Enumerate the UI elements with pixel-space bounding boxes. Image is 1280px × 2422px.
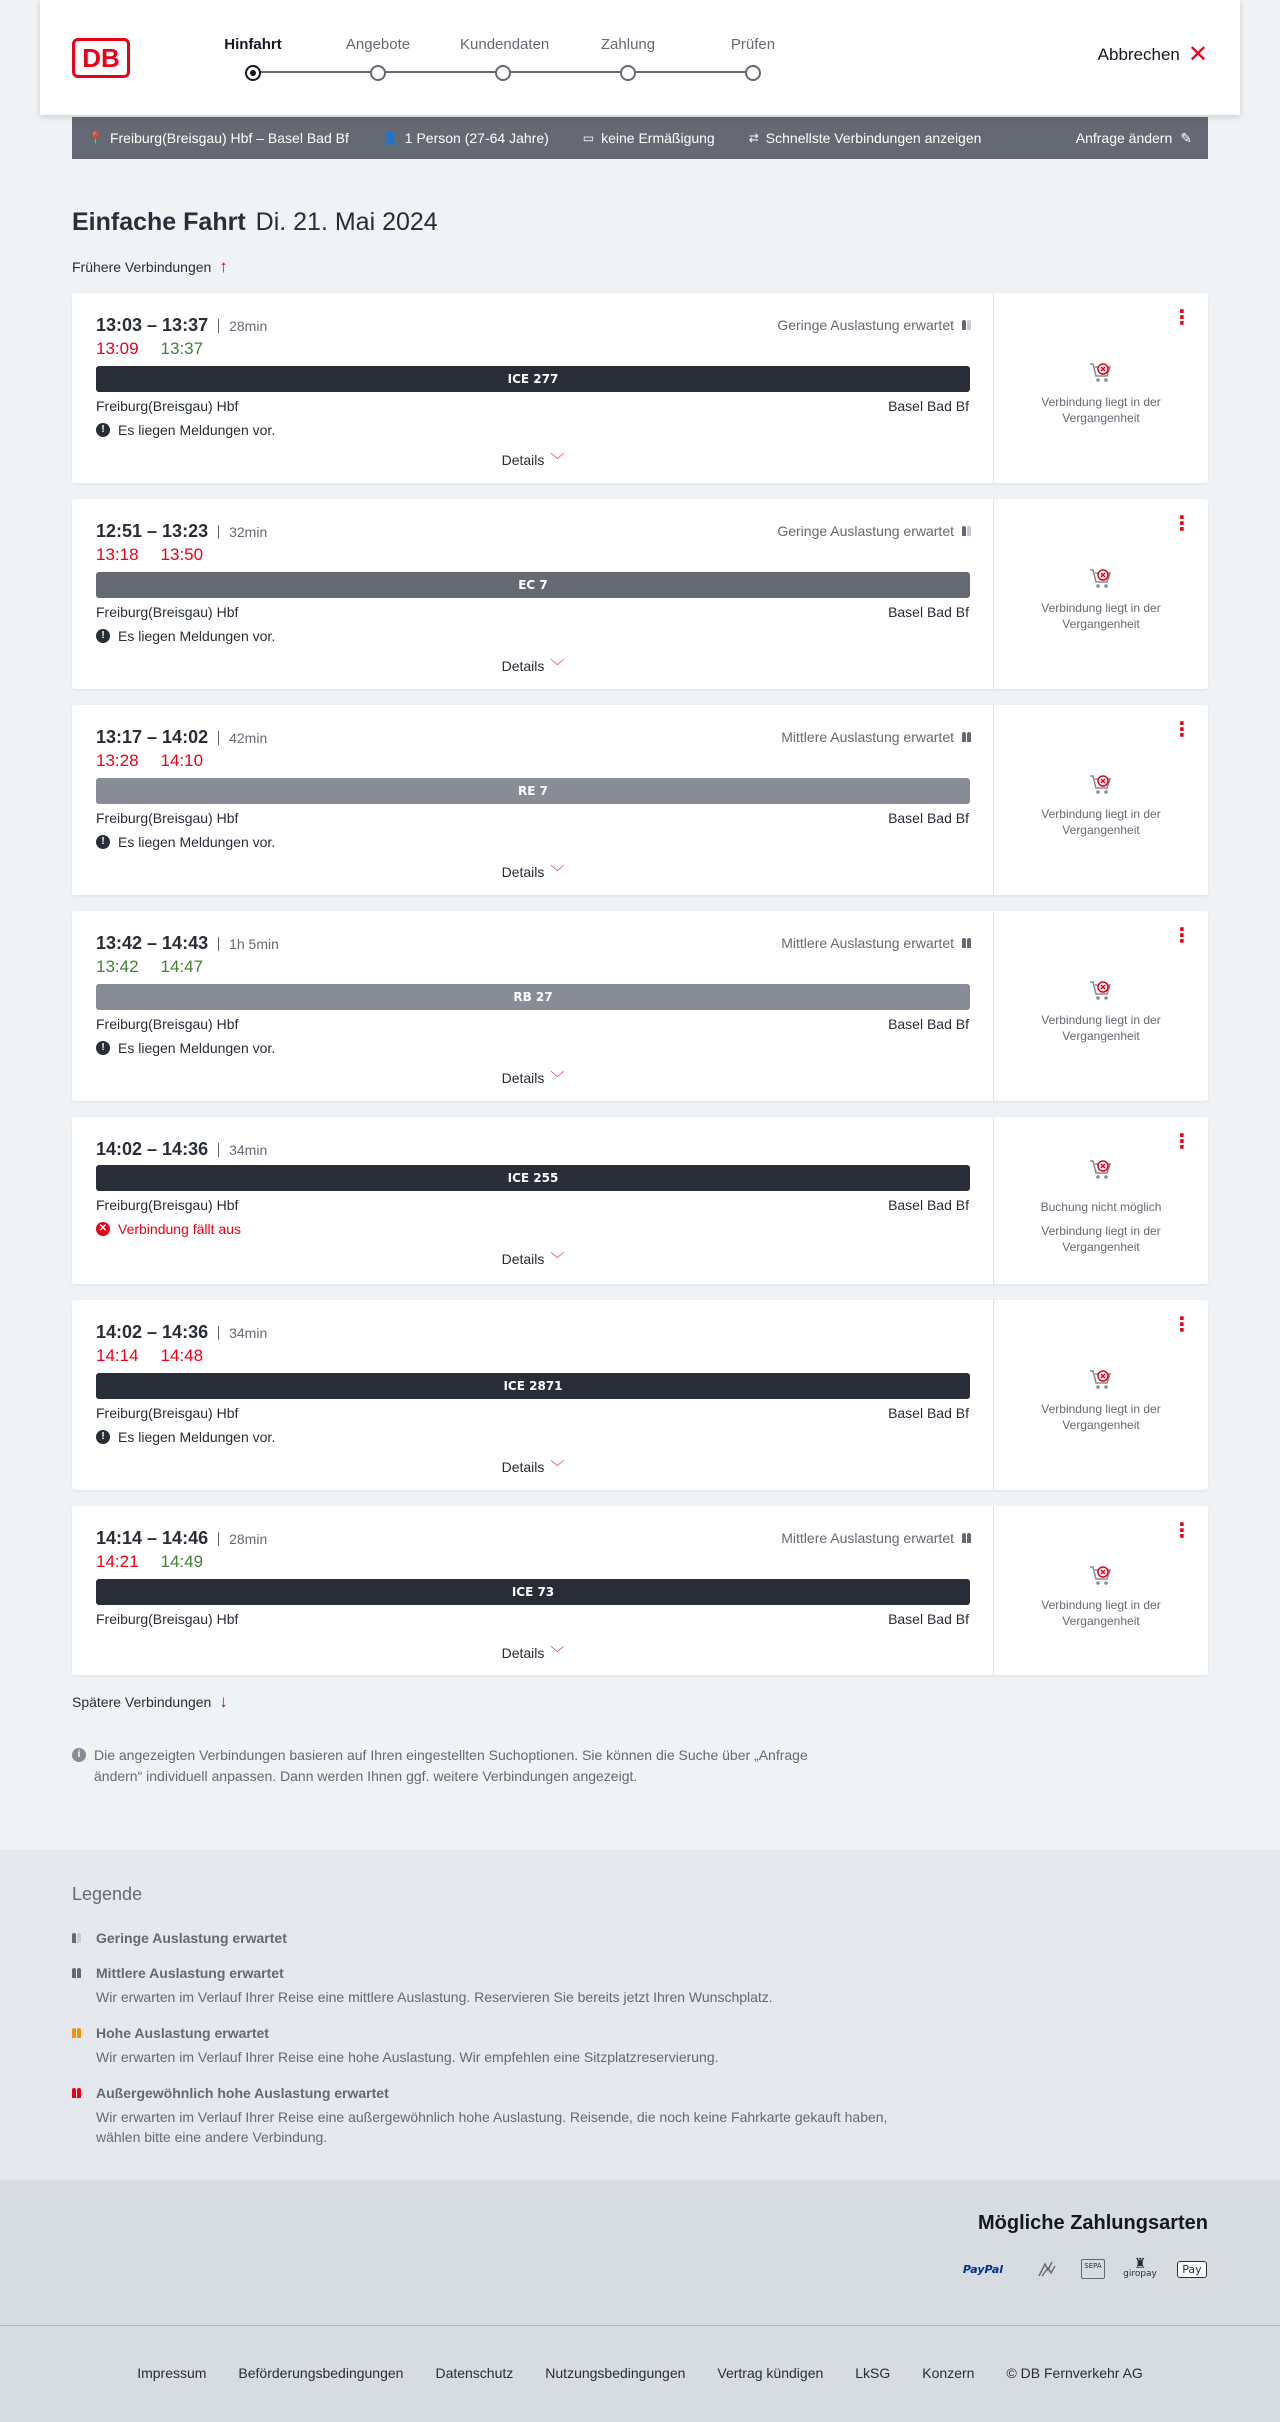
chevron-down-icon: ﹀	[550, 1645, 565, 1661]
legend-title: Legende	[72, 1884, 143, 1904]
occupancy-text: Geringe Auslastung erwartet	[777, 523, 954, 539]
realtime-departure: 13:09	[96, 339, 139, 358]
train-bar[interactable]: RE 7	[96, 778, 970, 804]
details-label: Details	[501, 1459, 545, 1475]
messages-note	[96, 628, 275, 644]
train-bar[interactable]: ICE 2871	[96, 1373, 970, 1399]
chevron-down-icon: ﹀	[550, 1070, 565, 1086]
past-connection-status: Verbindung liegt in der Vergangenheit	[1041, 1402, 1161, 1432]
note-text: Es liegen Meldungen vor.	[118, 422, 276, 438]
occupancy-bar	[962, 526, 966, 536]
departure-station: Freiburg(Breisgau) Hbf	[96, 1016, 239, 1032]
legend-title-text: Hohe Auslastung erwartet	[96, 2025, 269, 2041]
note-text: Es liegen Meldungen vor.	[118, 628, 276, 644]
step-dot	[745, 65, 761, 81]
connection-card[interactable]	[72, 1117, 1208, 1284]
cart-unavailable-icon	[994, 772, 1208, 802]
realtime-times	[96, 957, 203, 977]
arrow-down-icon: ↓	[219, 1692, 228, 1711]
edit-request-label: Anfrage ändern	[1075, 130, 1173, 146]
step-angebote[interactable]	[335, 34, 421, 81]
later-connections-link[interactable]	[72, 1692, 228, 1712]
planned-times: 14:02 – 14:36	[96, 1322, 209, 1342]
details-label: Details	[501, 1251, 545, 1267]
step-label: Prüfen	[730, 36, 776, 53]
footer-link[interactable]: Datenschutz	[435, 2365, 514, 2381]
legend-item-title	[72, 2085, 892, 2101]
arrival-station: Basel Bad Bf	[888, 1405, 969, 1421]
occupancy-bar	[77, 2088, 81, 2098]
messages-note	[96, 1429, 275, 1445]
note-text: Es liegen Meldungen vor.	[118, 1429, 276, 1445]
realtime-arrival: 14:10	[160, 751, 204, 770]
occupancy-info	[777, 317, 971, 333]
close-icon: ✕	[1187, 41, 1208, 68]
arrival-station: Basel Bad Bf	[888, 1197, 969, 1213]
booking-panel	[994, 1117, 1208, 1284]
realtime-departure: 14:21	[96, 1552, 139, 1571]
step-hinfahrt[interactable]	[210, 34, 296, 81]
connection-times	[96, 1322, 267, 1343]
occupancy-bar	[962, 938, 966, 948]
swap-icon: ⇄	[748, 131, 759, 145]
info-icon: i	[72, 1748, 86, 1762]
train-bar[interactable]: ICE 255	[96, 1165, 970, 1191]
legend-item	[72, 1930, 287, 1946]
footer-link[interactable]: LkSG	[855, 2365, 891, 2381]
arrival-station: Basel Bad Bf	[888, 604, 969, 620]
search-info-note	[72, 1745, 852, 1787]
pencil-icon: ✎	[1180, 129, 1192, 146]
realtime-arrival: 14:47	[160, 957, 204, 976]
departure-station: Freiburg(Breisgau) Hbf	[96, 1197, 239, 1213]
legend-title-text: Mittlere Auslastung erwartet	[96, 1965, 284, 1981]
past-connection-status: Verbindung liegt in der Vergangenheit	[1041, 601, 1161, 631]
fastest-text: Schnellste Verbindungen anzeigen	[765, 130, 982, 146]
arrival-station: Basel Bad Bf	[888, 1016, 969, 1032]
step-zahlung[interactable]	[585, 34, 671, 81]
connection-main	[72, 705, 994, 895]
occupancy-text: Mittlere Auslastung erwartet	[781, 729, 954, 745]
occupancy-icon	[962, 526, 971, 536]
legend-item-title	[72, 1965, 892, 1981]
occupancy-info	[781, 1530, 971, 1546]
realtime-departure: 13:18	[96, 545, 139, 564]
details-toggle[interactable]	[72, 1068, 994, 1088]
occupancy-bar	[72, 2088, 76, 2098]
departure-station: Freiburg(Breisgau) Hbf	[96, 398, 239, 414]
alert-icon: !	[96, 1041, 110, 1055]
cart-unavailable-icon	[994, 978, 1208, 1008]
footer-links	[0, 2365, 1280, 2381]
more-options-icon[interactable]: ⋮	[1172, 1129, 1192, 1153]
earlier-connections-link[interactable]	[72, 257, 228, 277]
db-logo[interactable]: DB	[72, 38, 130, 78]
details-toggle[interactable]	[72, 656, 994, 676]
connection-main	[72, 293, 994, 483]
step-prüfen[interactable]	[710, 34, 796, 81]
step-dot	[620, 65, 636, 81]
cancellation-note	[96, 1221, 241, 1237]
occupancy-bar	[967, 1533, 971, 1543]
legend-item-desc: Wir erwarten im Verlauf Ihrer Reise eine außergewöhnlich hohe Auslastung. Reisende, die noch keine Fahrkarte gekauft haben, wählen bitte eine andere Verbindung.	[96, 2109, 888, 2145]
occupancy-icon	[962, 1533, 971, 1543]
booking-panel	[994, 499, 1208, 689]
summary-fastest	[749, 130, 982, 146]
details-toggle[interactable]	[72, 450, 994, 470]
occupancy-icon	[962, 320, 971, 330]
cart-unavailable-icon	[994, 360, 1208, 390]
legend-item	[72, 2025, 892, 2067]
occupancy-icon	[72, 1933, 81, 1943]
chevron-down-icon: ﹀	[550, 1459, 565, 1475]
connection-main	[72, 499, 994, 689]
details-toggle[interactable]	[72, 862, 994, 882]
step-kundendaten[interactable]	[460, 34, 550, 81]
occupancy-bar	[962, 1533, 966, 1543]
note-text: Es liegen Meldungen vor.	[118, 1040, 276, 1056]
occupancy-icon	[72, 2028, 81, 2038]
connection-times	[96, 521, 267, 542]
occupancy-bar	[77, 2028, 81, 2038]
realtime-times	[96, 545, 203, 565]
person-icon: 👤	[382, 131, 398, 145]
realtime-departure: 14:14	[96, 1346, 139, 1365]
bahncard-icon: ▭	[582, 131, 595, 145]
occupancy-text: Mittlere Auslastung erwartet	[781, 935, 954, 951]
duration: 42min	[218, 731, 267, 745]
more-options-icon[interactable]: ⋮	[1172, 717, 1192, 741]
cancel-circle-icon: ✕	[96, 1222, 110, 1236]
occupancy-bar	[967, 938, 971, 948]
footer-link[interactable]: Nutzungsbedingungen	[545, 2365, 686, 2381]
route-text: Freiburg(Breisgau) Hbf – Basel Bad Bf	[109, 130, 349, 146]
booking-panel	[994, 1506, 1208, 1675]
connection-card[interactable]	[72, 1506, 1208, 1675]
details-toggle[interactable]	[72, 1249, 994, 1269]
booking-panel	[994, 911, 1208, 1101]
legend-title-text: Außergewöhnlich hohe Auslastung erwartet	[96, 2085, 389, 2101]
occupancy-bar	[72, 1968, 76, 1978]
departure-station: Freiburg(Breisgau) Hbf	[96, 604, 239, 620]
occupancy-bar	[962, 732, 966, 742]
apple-pay-icon: Pay	[1174, 2254, 1210, 2284]
planned-times: 13:42 – 14:43	[96, 933, 209, 953]
cart-unavailable-icon	[994, 1367, 1208, 1397]
departure-station: Freiburg(Breisgau) Hbf	[96, 810, 239, 826]
occupancy-bar	[962, 320, 966, 330]
connection-card[interactable]	[72, 1300, 1208, 1490]
legend-title-text: Geringe Auslastung erwartet	[96, 1930, 287, 1946]
messages-note	[96, 422, 275, 438]
giropay-icon: ♜ giropay	[1123, 2256, 1157, 2279]
connection-times	[96, 933, 279, 954]
page-title	[72, 208, 438, 237]
departure-station: Freiburg(Breisgau) Hbf	[96, 1405, 239, 1421]
occupancy-bar	[77, 1933, 81, 1943]
earlier-label: Frühere Verbindungen	[72, 259, 212, 275]
duration: 28min	[218, 319, 267, 333]
alert-icon: !	[96, 835, 110, 849]
realtime-departure: 13:28	[96, 751, 139, 770]
connection-main	[72, 911, 994, 1101]
location-pin-icon: 📍	[88, 131, 103, 145]
legend-item-desc: Wir erwarten im Verlauf Ihrer Reise eine mittlere Auslastung. Reservieren Sie bereits jetzt Ihren Wunschplatz.	[96, 1989, 773, 2005]
occupancy-icon	[962, 732, 971, 742]
chevron-down-icon: ﹀	[550, 864, 565, 880]
details-label: Details	[501, 1070, 545, 1086]
progress-steps	[210, 34, 776, 84]
planned-times: 14:02 – 14:36	[96, 1139, 209, 1159]
realtime-arrival: 14:48	[160, 1346, 204, 1365]
occupancy-icon	[962, 938, 971, 948]
details-label: Details	[501, 1645, 545, 1661]
planned-times: 14:14 – 14:46	[96, 1528, 209, 1548]
arrival-station: Basel Bad Bf	[888, 398, 969, 414]
train-bar[interactable]: ICE 73	[96, 1579, 970, 1605]
cart-unavailable-icon	[994, 566, 1208, 596]
edit-request-button[interactable]	[1076, 130, 1192, 147]
legend-item-desc: Wir erwarten im Verlauf Ihrer Reise eine hohe Auslastung. Wir empfehlen eine Sitzplatzreservierung.	[96, 2049, 719, 2065]
payment-title: Mögliche Zahlungsarten	[977, 2212, 1208, 2234]
footer-link[interactable]: Konzern	[922, 2365, 975, 2381]
step-dot	[495, 65, 511, 81]
more-options-icon[interactable]: ⋮	[1172, 511, 1192, 535]
connection-times	[96, 727, 267, 748]
realtime-times	[96, 751, 203, 771]
realtime-times	[96, 339, 203, 359]
summary-persons	[383, 130, 549, 146]
arrival-station: Basel Bad Bf	[888, 1611, 969, 1627]
legend-item-title	[72, 2025, 892, 2041]
chevron-down-icon: ﹀	[550, 452, 565, 468]
connection-card[interactable]	[72, 293, 1208, 483]
messages-note	[96, 834, 275, 850]
past-connection-status: Verbindung liegt in der Vergangenheit	[1041, 1597, 1161, 1628]
search-summary-bar	[72, 117, 1208, 159]
chevron-down-icon: ﹀	[550, 658, 565, 674]
occupancy-bar	[77, 1968, 81, 1978]
step-dot	[370, 65, 386, 81]
details-label: Details	[501, 864, 545, 880]
more-options-icon[interactable]: ⋮	[1172, 305, 1192, 329]
footer-link[interactable]: Beförderungsbedingungen	[238, 2365, 404, 2381]
footer	[0, 2325, 1280, 2422]
details-toggle[interactable]	[72, 1457, 994, 1477]
past-connection-status: Verbindung liegt in der Vergangenheit	[1041, 1224, 1161, 1254]
planned-times: 13:03 – 13:37	[96, 315, 209, 335]
realtime-arrival: 13:50	[160, 545, 204, 564]
trip-type: Einfache Fahrt	[72, 208, 246, 236]
train-bar[interactable]: EC 7	[96, 572, 970, 598]
footer-link[interactable]: © DB Fernverkehr AG	[1006, 2365, 1143, 2381]
duration: 34min	[218, 1326, 267, 1340]
realtime-departure: 13:42	[96, 957, 139, 976]
messages-note	[96, 1040, 275, 1056]
connection-times	[96, 315, 267, 336]
occupancy-bar	[967, 526, 971, 536]
legend-item	[72, 1965, 892, 2007]
booking-panel	[994, 705, 1208, 895]
duration: 1h 5min	[218, 937, 279, 951]
occupancy-bar	[72, 2028, 76, 2038]
booking-status: Buchung nicht möglich	[1040, 1200, 1162, 1214]
details-label: Details	[501, 658, 545, 674]
occupancy-bar	[967, 732, 971, 742]
step-label: Angebote	[345, 36, 411, 53]
planned-times: 12:51 – 13:23	[96, 521, 209, 541]
connection-main	[72, 1506, 994, 1675]
occupancy-icon	[72, 2088, 81, 2098]
alert-icon: !	[96, 1430, 110, 1444]
footer-link[interactable]: Impressum	[137, 2365, 207, 2381]
payment-section	[0, 2180, 1280, 2325]
past-connection-status: Verbindung liegt in der Vergangenheit	[1041, 1013, 1161, 1043]
connection-card[interactable]	[72, 705, 1208, 895]
realtime-arrival: 14:49	[160, 1552, 204, 1571]
connection-card[interactable]	[72, 911, 1208, 1101]
connection-times	[96, 1139, 267, 1160]
occupancy-info	[781, 729, 971, 745]
legend-section	[0, 1850, 1280, 2180]
occupancy-text: Geringe Auslastung erwartet	[777, 317, 954, 333]
duration: 34min	[218, 1143, 267, 1157]
cancel-label: Abbrechen	[1097, 45, 1180, 64]
occupancy-info	[777, 523, 971, 539]
planned-times: 13:17 – 14:02	[96, 727, 209, 747]
later-label: Spätere Verbindungen	[72, 1694, 212, 1710]
cancel-button[interactable]	[1097, 41, 1208, 68]
alert-icon: !	[96, 423, 110, 437]
note-text: Es liegen Meldungen vor.	[118, 834, 276, 850]
ratepay-icon	[1034, 2254, 1060, 2284]
legend-item	[72, 2085, 892, 2147]
realtime-times	[96, 1346, 203, 1366]
realtime-times	[96, 1552, 203, 1572]
alert-icon: !	[96, 629, 110, 643]
train-bar[interactable]: ICE 277	[96, 366, 970, 392]
occupancy-bar	[72, 1933, 76, 1943]
info-text: Die angezeigten Verbindungen basieren auf Ihren eingestellten Suchoptionen. Sie können die Suche über „Anfrage ändern“ individuell anpassen. Dann werden Ihnen ggf. weitere Verbindungen angezeigt.	[94, 1747, 808, 1784]
step-label: Kundendaten	[460, 36, 550, 53]
details-label: Details	[501, 452, 545, 468]
cart-unavailable-icon	[994, 1563, 1208, 1593]
footer-link[interactable]: Vertrag kündigen	[717, 2365, 824, 2381]
details-toggle[interactable]	[72, 1643, 994, 1663]
cancel-text: Verbindung fällt aus	[118, 1221, 241, 1237]
more-options-icon[interactable]: ⋮	[1172, 923, 1192, 947]
more-options-icon[interactable]: ⋮	[1172, 1518, 1192, 1542]
paypal-icon: PayPal	[962, 2262, 1004, 2276]
more-options-icon[interactable]: ⋮	[1172, 1312, 1192, 1336]
duration: 32min	[218, 525, 267, 539]
header	[40, 0, 1240, 115]
chevron-down-icon: ﹀	[550, 1251, 565, 1267]
sepa-icon: SEPA	[1078, 2254, 1108, 2284]
departure-station: Freiburg(Breisgau) Hbf	[96, 1611, 239, 1627]
discount-text: keine Ermäßigung	[601, 130, 715, 146]
train-bar[interactable]: RB 27	[96, 984, 970, 1010]
realtime-arrival: 13:37	[160, 339, 204, 358]
trip-date: Di. 21. Mai 2024	[255, 208, 438, 236]
legend-item-title	[72, 1930, 287, 1946]
past-connection-status: Verbindung liegt in der Vergangenheit	[1041, 395, 1161, 425]
past-connection-status: Verbindung liegt in der Vergangenheit	[1041, 807, 1161, 837]
occupancy-text: Mittlere Auslastung erwartet	[781, 1530, 954, 1546]
occupancy-icon	[72, 1968, 81, 1978]
occupancy-info	[781, 935, 971, 951]
step-label: Zahlung	[600, 36, 656, 53]
duration: 28min	[218, 1532, 267, 1546]
summary-route	[88, 130, 349, 146]
arrow-up-icon: ↑	[219, 257, 228, 276]
step-dot	[245, 65, 261, 81]
arrival-station: Basel Bad Bf	[888, 810, 969, 826]
booking-panel	[994, 293, 1208, 483]
summary-discount	[583, 130, 715, 146]
booking-panel	[994, 1300, 1208, 1490]
connection-card[interactable]	[72, 499, 1208, 689]
step-label: Hinfahrt	[224, 36, 282, 53]
connection-main	[72, 1300, 994, 1490]
persons-text: 1 Person (27-64 Jahre)	[404, 130, 549, 146]
connection-main	[72, 1117, 994, 1284]
cart-unavailable-icon	[994, 1157, 1208, 1187]
occupancy-bar	[967, 320, 971, 330]
connection-times	[96, 1528, 267, 1549]
